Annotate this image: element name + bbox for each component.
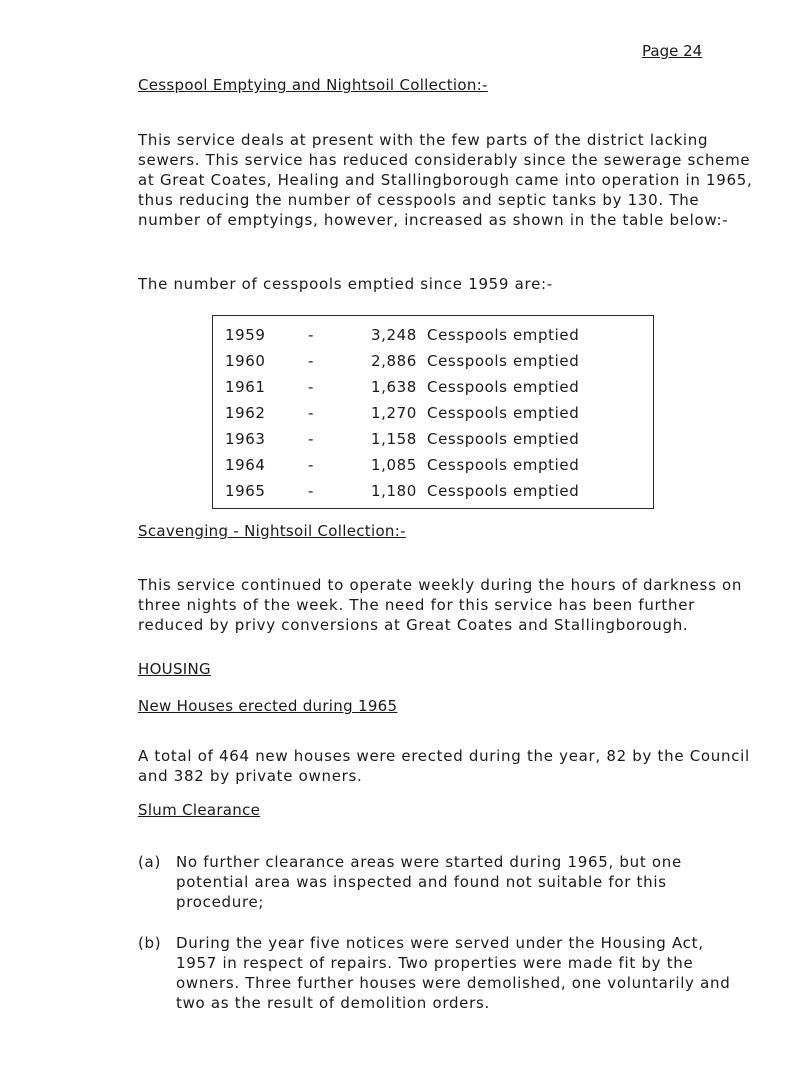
cesspool-table xyxy=(212,315,654,509)
table-row xyxy=(213,456,653,478)
scavenging-heading: Scavenging - Nightsoil Collection:- xyxy=(138,522,406,540)
page-number: Page 24 xyxy=(642,42,703,60)
table-year: 1963 xyxy=(225,430,266,448)
table-year: 1961 xyxy=(225,378,266,396)
table-label: Cesspools emptied xyxy=(427,430,580,448)
cesspool-paragraph: This service deals at present with the few parts of the district lacking sewers. This service has reduced considerably since the sewerage scheme at Great Coates, Healing and Stallingborough came into operation in 1965, thus reducing the number of cesspools and septic tanks by 130. The number of emptyings, however, increased as shown in the table below:- xyxy=(138,131,753,229)
table-count: 1,158 xyxy=(371,430,417,448)
table-year: 1964 xyxy=(225,456,266,474)
table-count: 1,270 xyxy=(371,404,417,422)
table-row xyxy=(213,378,653,400)
table-count: 1,180 xyxy=(371,482,417,500)
cesspool-intro: The number of cesspools emptied since 1959 are:- xyxy=(138,275,553,293)
slum-heading: Slum Clearance xyxy=(138,801,261,819)
table-count: 1,638 xyxy=(371,378,417,396)
table-label: Cesspools emptied xyxy=(427,482,580,500)
table-dash: - xyxy=(308,352,315,370)
table-year: 1959 xyxy=(225,326,266,344)
cesspool-heading: Cesspool Emptying and Nightsoil Collection:- xyxy=(138,76,488,94)
list-text: No further clearance areas were started during 1965, but one potential area was inspected and found not suitable for this procedure; xyxy=(176,853,682,911)
housing-paragraph: A total of 464 new houses were erected during the year, 82 by the Council and 382 by private owners. xyxy=(138,747,750,785)
table-count: 3,248 xyxy=(371,326,417,344)
scavenging-paragraph: This service continued to operate weekly during the hours of darkness on three nights of the week. The need for this service has been further reduced by privy conversions at Great Coates and Stallingborough. xyxy=(138,576,743,634)
table-row xyxy=(213,326,653,348)
table-dash: - xyxy=(308,482,315,500)
table-dash: - xyxy=(308,404,315,422)
table-row xyxy=(213,430,653,452)
table-row xyxy=(213,404,653,426)
table-dash: - xyxy=(308,430,315,448)
table-dash: - xyxy=(308,326,315,344)
table-label: Cesspools emptied xyxy=(427,404,580,422)
table-dash: - xyxy=(308,456,315,474)
table-label: Cesspools emptied xyxy=(427,456,580,474)
housing-heading: HOUSING xyxy=(138,660,211,678)
table-label: Cesspools emptied xyxy=(427,326,580,344)
table-year: 1965 xyxy=(225,482,266,500)
list-marker: (a) xyxy=(138,853,161,871)
table-row xyxy=(213,352,653,374)
list-text: During the year five notices were served under the Housing Act, 1957 in respect of repairs. Two properties were made fit by the owners. Three further houses were demolished, one voluntarily and two as the result of demolition orders. xyxy=(176,934,731,1012)
table-year: 1962 xyxy=(225,404,266,422)
list-marker: (b) xyxy=(138,934,162,952)
table-dash: - xyxy=(308,378,315,396)
table-label: Cesspools emptied xyxy=(427,378,580,396)
table-year: 1960 xyxy=(225,352,266,370)
table-label: Cesspools emptied xyxy=(427,352,580,370)
table-count: 1,085 xyxy=(371,456,417,474)
table-count: 2,886 xyxy=(371,352,417,370)
housing-subheading: New Houses erected during 1965 xyxy=(138,697,398,715)
table-row xyxy=(213,482,653,504)
